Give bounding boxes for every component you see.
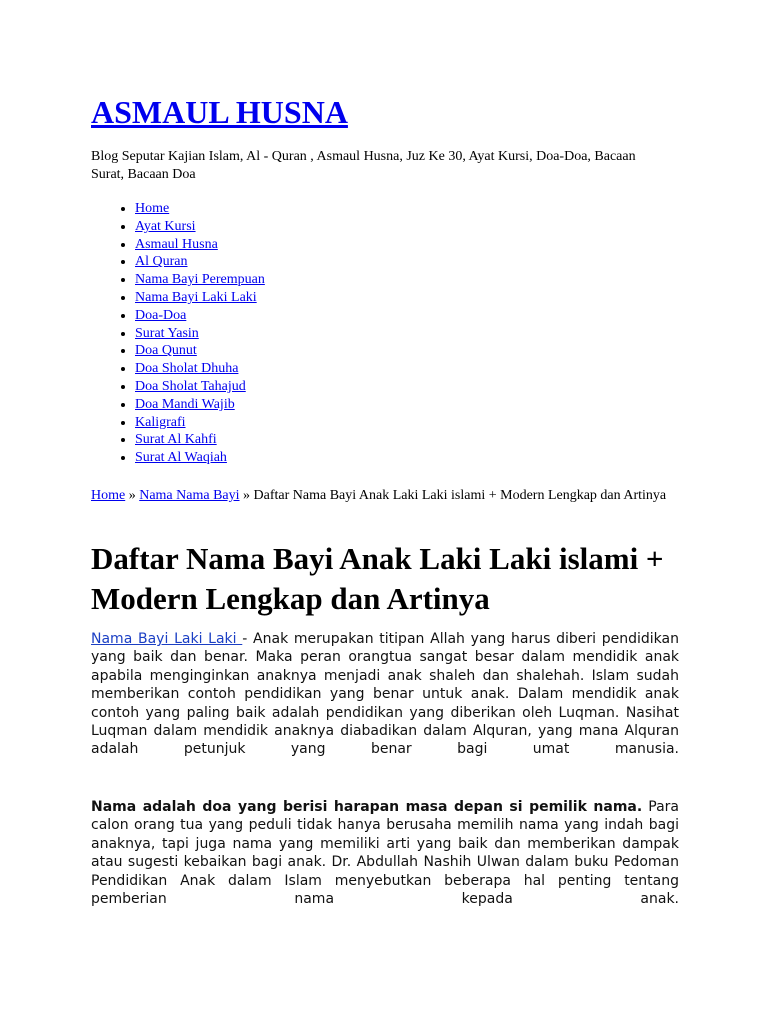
- post-paragraph-naming-text: Para calon orang tua yang peduli tidak hanya berusaha memilih nama yang indah bagi anaknya, tapi juga nama yang memiliki arti yang baik dan memberikan dampak atau sugesti kebaikan bagi anak. Dr. Abdullah Nashih Ulwan dalam buku Pedoman Pendidikan Anak dalam Islam menyebutkan beberapa hal penting tentang pemberian nama kepada anak.: [91, 799, 679, 908]
- nav-link-doa-doa[interactable]: Doa-Doa: [135, 307, 187, 323]
- nav-item-doa-mandi-wajib: [135, 396, 265, 414]
- breadcrumb-separator: »: [125, 488, 140, 503]
- nav-item-nama-bayi-laki-laki: [135, 289, 265, 307]
- nav-link-home[interactable]: Home: [135, 201, 170, 216]
- nav-item-doa-qunut: [135, 342, 265, 360]
- nav-link-doa-sholat-tahajud[interactable]: Doa Sholat Tahajud: [135, 378, 246, 394]
- breadcrumb-separator: »: [239, 488, 254, 503]
- nav-link-doa-mandi-wajib[interactable]: Doa Mandi Wajib: [135, 396, 235, 412]
- nav-link-doa-sholat-dhuha[interactable]: Doa Sholat Dhuha: [135, 361, 239, 377]
- nav-link-surat-yasin[interactable]: Surat Yasin: [135, 325, 199, 341]
- nav-item-asmaul-husna: [135, 236, 265, 254]
- breadcrumb-home-link[interactable]: Home: [91, 488, 126, 503]
- post-paragraph-intro-text: - Anak merupakan titipan Allah yang harus diberi pendidikan yang baik dan benar. Maka peran orangtua sangat besar dalam mendidik anak apabila menginginkan anaknya menjadi anak shaleh dan shalehah. Islam sudah memberikan contoh pendidikan yang benar untuk anak. Dalam mendidik anak contoh yang paling baik adalah pendidikan yang diberikan oleh Luqman. Nasihat Luqman dalam mendidik anaknya diabadikan dalam Alquran, yang mana Alquran adalah petunjuk yang benar bagi umat manusia.: [91, 631, 679, 758]
- breadcrumb: [91, 486, 679, 505]
- nav-link-kaligrafi[interactable]: Kaligrafi: [135, 414, 186, 430]
- nav-item-kaligrafi: [135, 414, 265, 432]
- nav-link-surat-al-waqiah[interactable]: Surat Al Waqiah: [135, 450, 227, 466]
- nav-link-asmaul-husna[interactable]: Asmaul Husna: [135, 236, 218, 252]
- site-description: Blog Seputar Kajian Islam, Al - Quran , Asmaul Husna, Juz Ke 30, Ayat Kursi, Doa-Doa, Bacaan Surat, Bacaan Doa: [91, 149, 636, 182]
- breadcrumb-current: Daftar Nama Bayi Anak Laki Laki islami + Modern Lengkap dan Artinya: [253, 488, 667, 503]
- post-paragraph-lead: Nama adalah doa yang berisi harapan masa depan si pemilik nama.: [91, 799, 643, 815]
- nav-item-surat-al-kahfi: [135, 431, 265, 449]
- nav-link-nama-bayi-perempuan[interactable]: Nama Bayi Perempuan: [135, 272, 265, 288]
- nav-link-surat-al-kahfi[interactable]: Surat Al Kahfi: [135, 432, 217, 448]
- nav-item-ayat-kursi: [135, 218, 265, 236]
- post-keyword-link[interactable]: Nama Bayi Laki Laki: [91, 631, 243, 647]
- post-paragraph-naming: [91, 798, 679, 908]
- nav-item-doa-sholat-dhuha: [135, 360, 265, 378]
- breadcrumb-category-link[interactable]: Nama Nama Bayi: [139, 488, 240, 503]
- nav-link-doa-qunut[interactable]: Doa Qunut: [135, 343, 197, 359]
- nav-item-surat-yasin: [135, 325, 265, 343]
- nav-menu: [91, 200, 265, 467]
- nav-link-ayat-kursi[interactable]: Ayat Kursi: [135, 218, 196, 234]
- site-title: [91, 92, 348, 132]
- site-title-link[interactable]: ASMAUL HUSNA: [91, 94, 348, 130]
- nav-item-al-quran: [135, 253, 265, 271]
- nav-link-nama-bayi-laki-laki[interactable]: Nama Bayi Laki Laki: [135, 289, 257, 305]
- nav-item-surat-al-waqiah: [135, 449, 265, 467]
- nav-item-doa-doa: [135, 307, 265, 325]
- nav-item-home: [135, 200, 265, 218]
- nav-item-doa-sholat-tahajud: [135, 378, 265, 396]
- post-title: Daftar Nama Bayi Anak Laki Laki islami + Modern Lengkap dan Artinya: [91, 541, 664, 616]
- nav-item-nama-bayi-perempuan: [135, 271, 265, 289]
- post-paragraph-intro: [91, 630, 679, 759]
- nav-link-al-quran[interactable]: Al Quran: [135, 254, 188, 270]
